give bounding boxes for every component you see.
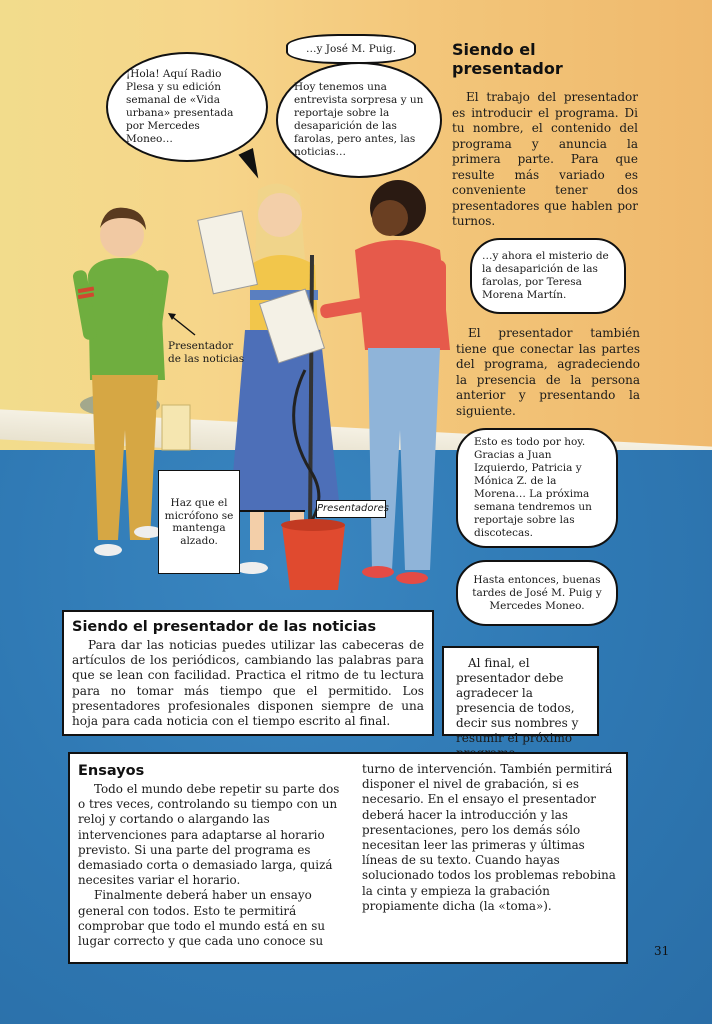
news-presenter-box [62,610,434,736]
ensayos-column-2 [362,762,618,949]
speech-bubble-puig-text: …y José M. Puig. [306,42,396,55]
speech-bubble-gracias [456,428,618,548]
ensayos-title: Ensayos [78,763,145,779]
ensayos-col2-text: turno de intervención. También permitirá disponer el nivel de grabación, si es necesario. En el ensayo el presentador deberá hacer la introducción y las presentaciones, pero los demás sólo necesitan leer las primeras y últimas líneas de su texto. Cuando hayas solucionado todos los problemas rebobina la cinta y empieza la grabación propiamente dicha (la «toma»). [362,762,616,913]
final-presenter-box [442,646,599,745]
news-box-title: Siendo el presentador de las noticias [72,619,377,635]
label-mic [158,470,240,574]
ensayos-box [68,752,628,964]
speech-bubble-hasta [456,560,618,626]
news-box-text: Para dar las noticias puedes utilizar las cabeceras de artículos de los periódicos, cambiando las palabras para que se lean con facilidad. Practica el ritmo de tu lectura para no tomar más tiempo que el permitido. Los presentadores profesionales disponen siempre de una hoja para cada noticia con el tiempo escrito al final. [72,638,424,729]
final-box-text: Al final, el presentador debe agradecer la presencia de todos, decir sus nombres y resumir el próximo [456,656,579,745]
sidebar-paragraph-1: El trabajo del presentador es introducir el programa. Di tu nombre, el contenido del programa y anuncia la primera parte. Para que resulte más variado es conveniente tener dos presentadores que hablen por turnos. [452,90,638,228]
label-mic-pointer [240,510,305,512]
speech-bubble-hola-text: ¡Hola! Aquí Radio Plesa y su edición semanal de «Vida urbana» presentada por Mercedes Moneo… [126,68,234,145]
speech-bubble-ahora-text: …y ahora el misterio de la desaparición de las farolas, por Teresa Morena Martín. [482,250,609,301]
page-number: 31 [654,944,670,958]
ensayos-col1-para2: Finalmente deberá haber un ensayo general con todos. Esto te permitirá comprobar que todo el mundo está en su lugar correcto y que cada uno conoce su [78,888,326,949]
speech-bubble-ahora [470,238,626,314]
label-mic-text: Haz que el micrófono se mantenga alzado. [164,497,234,547]
label-presenters-text: Presentadores [317,503,389,514]
speech-bubble-gracias-text: Esto es todo por hoy. Gracias a Juan Izquierdo, Patricia y Mónica Z. de la Morena… La próxima semana tendremos un reportaje sobre las discotecas. [474,436,592,539]
speech-bubble-hasta-text: Hasta entonces, buenas tardes de José M. Puig y Mercedes Moneo. [472,573,602,612]
sidebar-paragraph-2: El presentador también tiene que conectar las partes del programa, agradeciendo la presencia de la persona anterior y presentando la siguiente. [456,326,640,418]
speech-bubble-hola [106,52,268,162]
speech-bubble-hoy-text: Hoy tenemos una entrevista sorpresa y un reportaje sobre la desaparición de las farolas, pero antes, las noticias… [294,81,424,158]
label-news-presenter: Presentador de las noticias [168,340,245,365]
sidebar-presenter [452,40,638,230]
sidebar-title: Siendo el presentador [452,40,563,78]
speech-bubble-puig [286,34,416,64]
ensayos-col1-para1: Todo el mundo debe repetir su parte dos o tres veces, controlando su tiempo con un reloj y cortando o alargando las intervenciones para adaptarse al horario previsto. Si una parte del programa es demasiado corta o demasiado larga, quizá necesites variar el horario. [78,782,340,888]
label-presenters [316,500,389,518]
ensayos-column-1 [78,782,340,949]
speech-bubble-hoy [276,62,442,178]
